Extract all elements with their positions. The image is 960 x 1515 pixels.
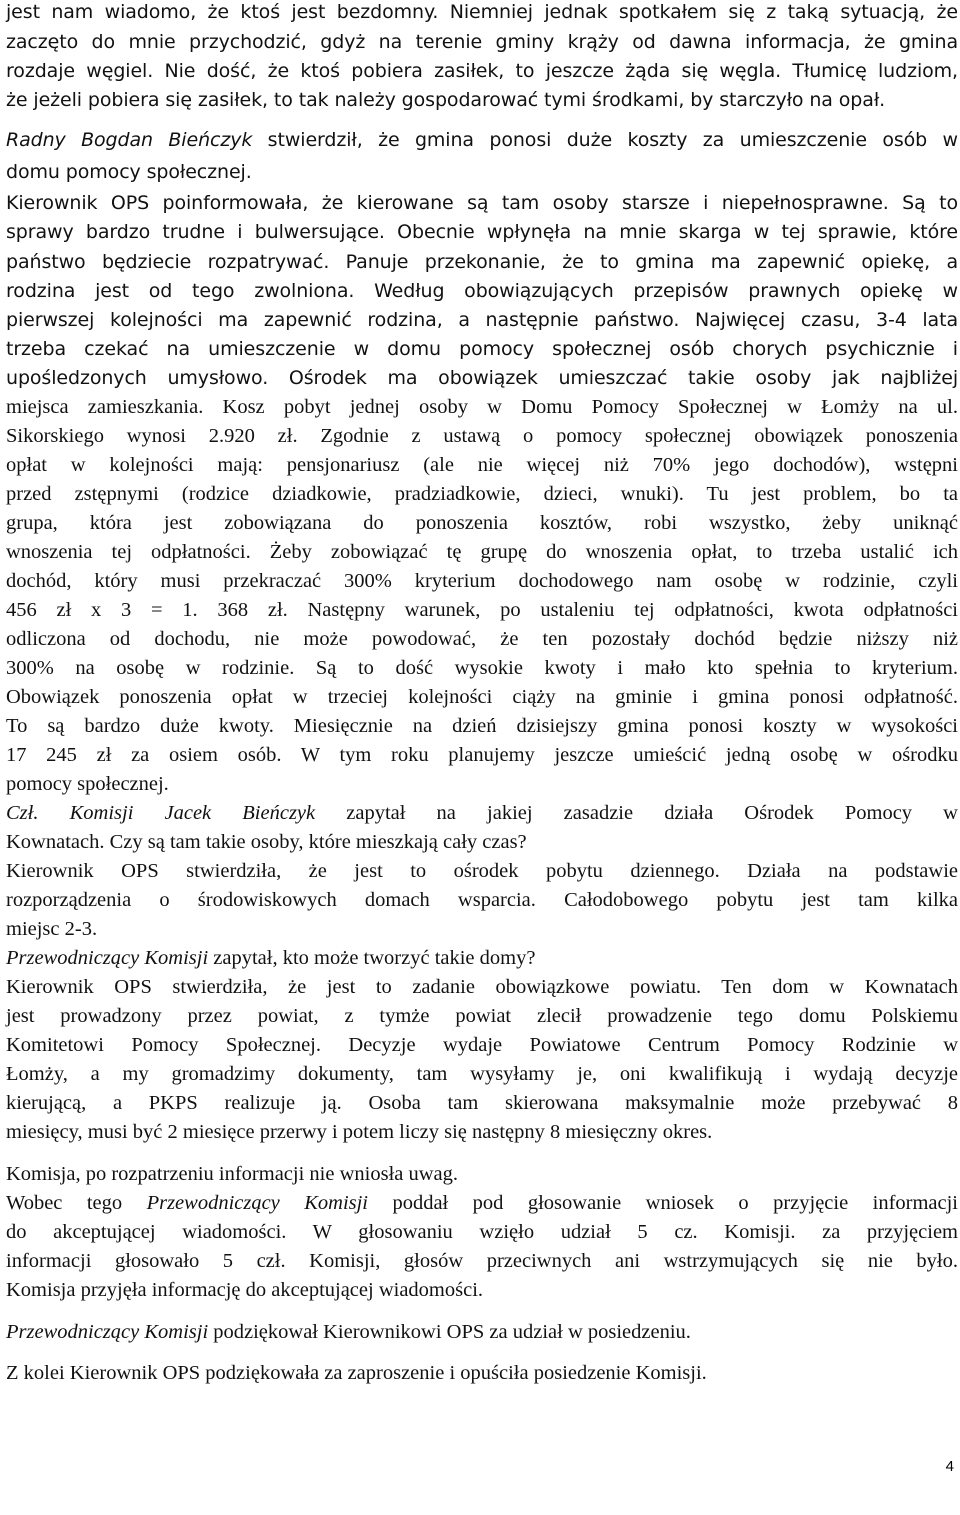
text-line: miejsc 2-3. bbox=[6, 918, 98, 940]
text-line: grupa, która jest zobowiązana do ponoszenia kosztów, robi wszystko, żeby uniknąć bbox=[6, 512, 958, 534]
text-line: 300% na osobę w rodzinie. Są to dość wysokie kwoty i mało kto spełnia to kryterium. bbox=[6, 657, 958, 679]
text-line: miejsca zamieszkania. Kosz pobyt jednej osoby w Domu Pomocy Społecznej w Łomży na ul. bbox=[6, 396, 958, 418]
text-line: Komisja, po rozpatrzeniu informacji nie wniosła uwag. bbox=[6, 1163, 459, 1185]
speaker-name: Przewodniczący Komisji bbox=[146, 1192, 369, 1214]
text-line: rodzina jest od tego zwolniona. Według obowiązujących przepisów prawnych opiekę w bbox=[6, 280, 958, 302]
text-line: do akceptującej wiadomości. W głosowaniu wzięło udział 5 cz. Komisji. za przyjęciem bbox=[6, 1221, 958, 1243]
text-line: informacji głosowało 5 czł. Komisji, głosów przeciwnych ani wstrzymujących się nie było. bbox=[6, 1250, 958, 1272]
text-line: upośledzonych umysłowo. Ośrodek ma obowiązek umieszczać takie osoby jak najbliżej bbox=[6, 367, 958, 389]
text-line: odliczona od dochodu, nie może powodować, że ten pozostały dochód będzie niższy niż bbox=[6, 628, 958, 650]
text-line: Komisja przyjęła informację do akceptującej wiadomości. bbox=[6, 1279, 484, 1301]
text-line: Przewodniczący Komisji zapytał, kto może tworzyć takie domy? bbox=[6, 947, 536, 969]
text-line: pomocy społecznej. bbox=[6, 773, 169, 795]
text-line: Radny Bogdan Bieńczyk stwierdził, że gmina ponosi duże koszty za umieszczenie osób w bbox=[6, 129, 958, 151]
text-line: opłat w kolejności mają: pensjonariusz (ale nie więcej niż 70% jego dochodów), wstępni bbox=[6, 454, 958, 476]
text-line: że jeżeli pobiera się zasiłek, to tak należy gospodarować tymi środkami, by starczyło na opał. bbox=[6, 89, 886, 111]
text-line: Kierownik OPS poinformowała, że kierowane są tam osoby starsze i niepełnosprawne. Są to bbox=[6, 192, 958, 214]
text-line: Kierownik OPS stwierdziła, że jest to ośrodek pobytu dziennego. Działa na podstawie bbox=[6, 860, 958, 882]
text-line: Kownatach. Czy są tam takie osoby, które mieszkają cały czas? bbox=[6, 831, 527, 853]
text-line: Sikorskiego wynosi 2.920 zł. Zgodnie z ustawą o pomocy społecznej obowiązek ponoszenia bbox=[6, 425, 958, 447]
speaker-name: Przewodniczący Komisji bbox=[6, 1321, 209, 1343]
text-line: Komitetowi Pomocy Społecznej. Decyzje wydaje Powiatowe Centrum Pomocy Rodzinie w bbox=[6, 1034, 958, 1056]
text-line: wnoszenia tej odpłatności. Żeby zobowiązać tę grupę do wnoszenia opłat, to trzeba ustalić ich bbox=[6, 541, 958, 563]
text-line: zaczęto do mnie przychodzić, gdyż na terenie gminy krąży od dawna informacja, że gmina bbox=[6, 31, 958, 53]
text-line: Kierownik OPS stwierdziła, że jest to zadanie obowiązkowe powiatu. Ten dom w Kownatach bbox=[6, 976, 958, 998]
text-line: miesięcy, musi być 2 miesięce przerwy i potem liczy się następny 8 miesięczny okres. bbox=[6, 1121, 713, 1143]
speaker-name: Radny Bogdan Bieńczyk bbox=[6, 129, 253, 151]
speaker-name: Czł. Komisji Jacek Bieńczyk bbox=[6, 802, 316, 824]
text-line: przed zstępnymi (rodzice dziadkowie, pradziadkowie, dzieci, wnuki). Tu jest problem, bo ta bbox=[6, 483, 958, 505]
text-line: Z kolei Kierownik OPS podziękowała za zaproszenie i opuściła posiedzenie Komisji. bbox=[6, 1362, 707, 1384]
text-line: Przewodniczący Komisji podziękował Kierownikowi OPS za udział w posiedzeniu. bbox=[6, 1321, 691, 1343]
text-line: pierwszej kolejności ma zapewnić rodzina, a następnie państwo. Najwięcej czasu, 3-4 lata bbox=[6, 309, 958, 331]
page-number: 4 bbox=[945, 1458, 954, 1475]
text-line: Łomży, a my gromadzimy dokumenty, tam wysyłamy je, oni kwalifikują i wydają decyzje bbox=[6, 1063, 958, 1085]
text-line: państwo będziecie rozpatrywać. Panuje przekonanie, że to gmina ma zapewnić opiekę, a bbox=[6, 251, 958, 273]
text-line: rozporządzenia o środowiskowych domach wsparcia. Całodobowego pobytu jest tam kilka bbox=[6, 889, 958, 911]
text-line: 17 245 zł za osiem osób. W tym roku planujemy jeszcze umieścić jedną osobę w ośrodku bbox=[6, 744, 958, 766]
text-line: rozdaje węgiel. Nie dość, że ktoś pobiera zasiłek, to jeszcze żąda się węgla. Tłumicę ludziom, bbox=[6, 60, 958, 82]
text-line: trzeba czekać na umieszczenie w domu pomocy społecznej osób chorych psychicznie i bbox=[6, 338, 958, 360]
text-line: 456 zł x 3 = 1. 368 zł. Następny warunek, po ustaleniu tej odpłatności, kwota odpłatności bbox=[6, 599, 958, 621]
text-line: jest nam wiadomo, że ktoś jest bezdomny. Niemniej jednak spotkałem się z taką sytuacją, że bbox=[6, 1, 958, 23]
text-line: sprawy bardzo trudne i bulwersujące. Obecnie wpłynęła na mnie skarga w tej sprawie, które bbox=[6, 221, 958, 243]
text-line: Wobec tego Przewodniczący Komisji poddał pod głosowanie wniosek o przyjęcie informacji bbox=[6, 1192, 959, 1214]
text-line: Czł. Komisji Jacek Bieńczyk zapytał na jakiej zasadzie działa Ośrodek Pomocy w bbox=[6, 802, 958, 824]
speaker-name: Przewodniczący Komisji bbox=[6, 947, 209, 969]
text-line: To są bardzo duże kwoty. Miesięcznie na dzień dzisiejszy gmina ponosi koszty w wysokości bbox=[6, 715, 958, 737]
text-line: domu pomocy społecznej. bbox=[6, 161, 252, 183]
text-line: jest prowadzony przez powiat, z tymże powiat zlecił prowadzenie tego domu Polskiemu bbox=[6, 1005, 958, 1027]
text-line: dochód, który musi przekraczać 300% kryterium dochodowego nam osobę w rodzinie, czyli bbox=[6, 570, 958, 592]
text-line: Obowiązek ponoszenia opłat w trzeciej kolejności ciąży na gminie i gmina ponosi odpłatność. bbox=[6, 686, 958, 708]
text-line: kierującą, a PKPS realizuje ją. Osoba tam skierowana maksymalnie może przebywać 8 bbox=[6, 1092, 958, 1114]
